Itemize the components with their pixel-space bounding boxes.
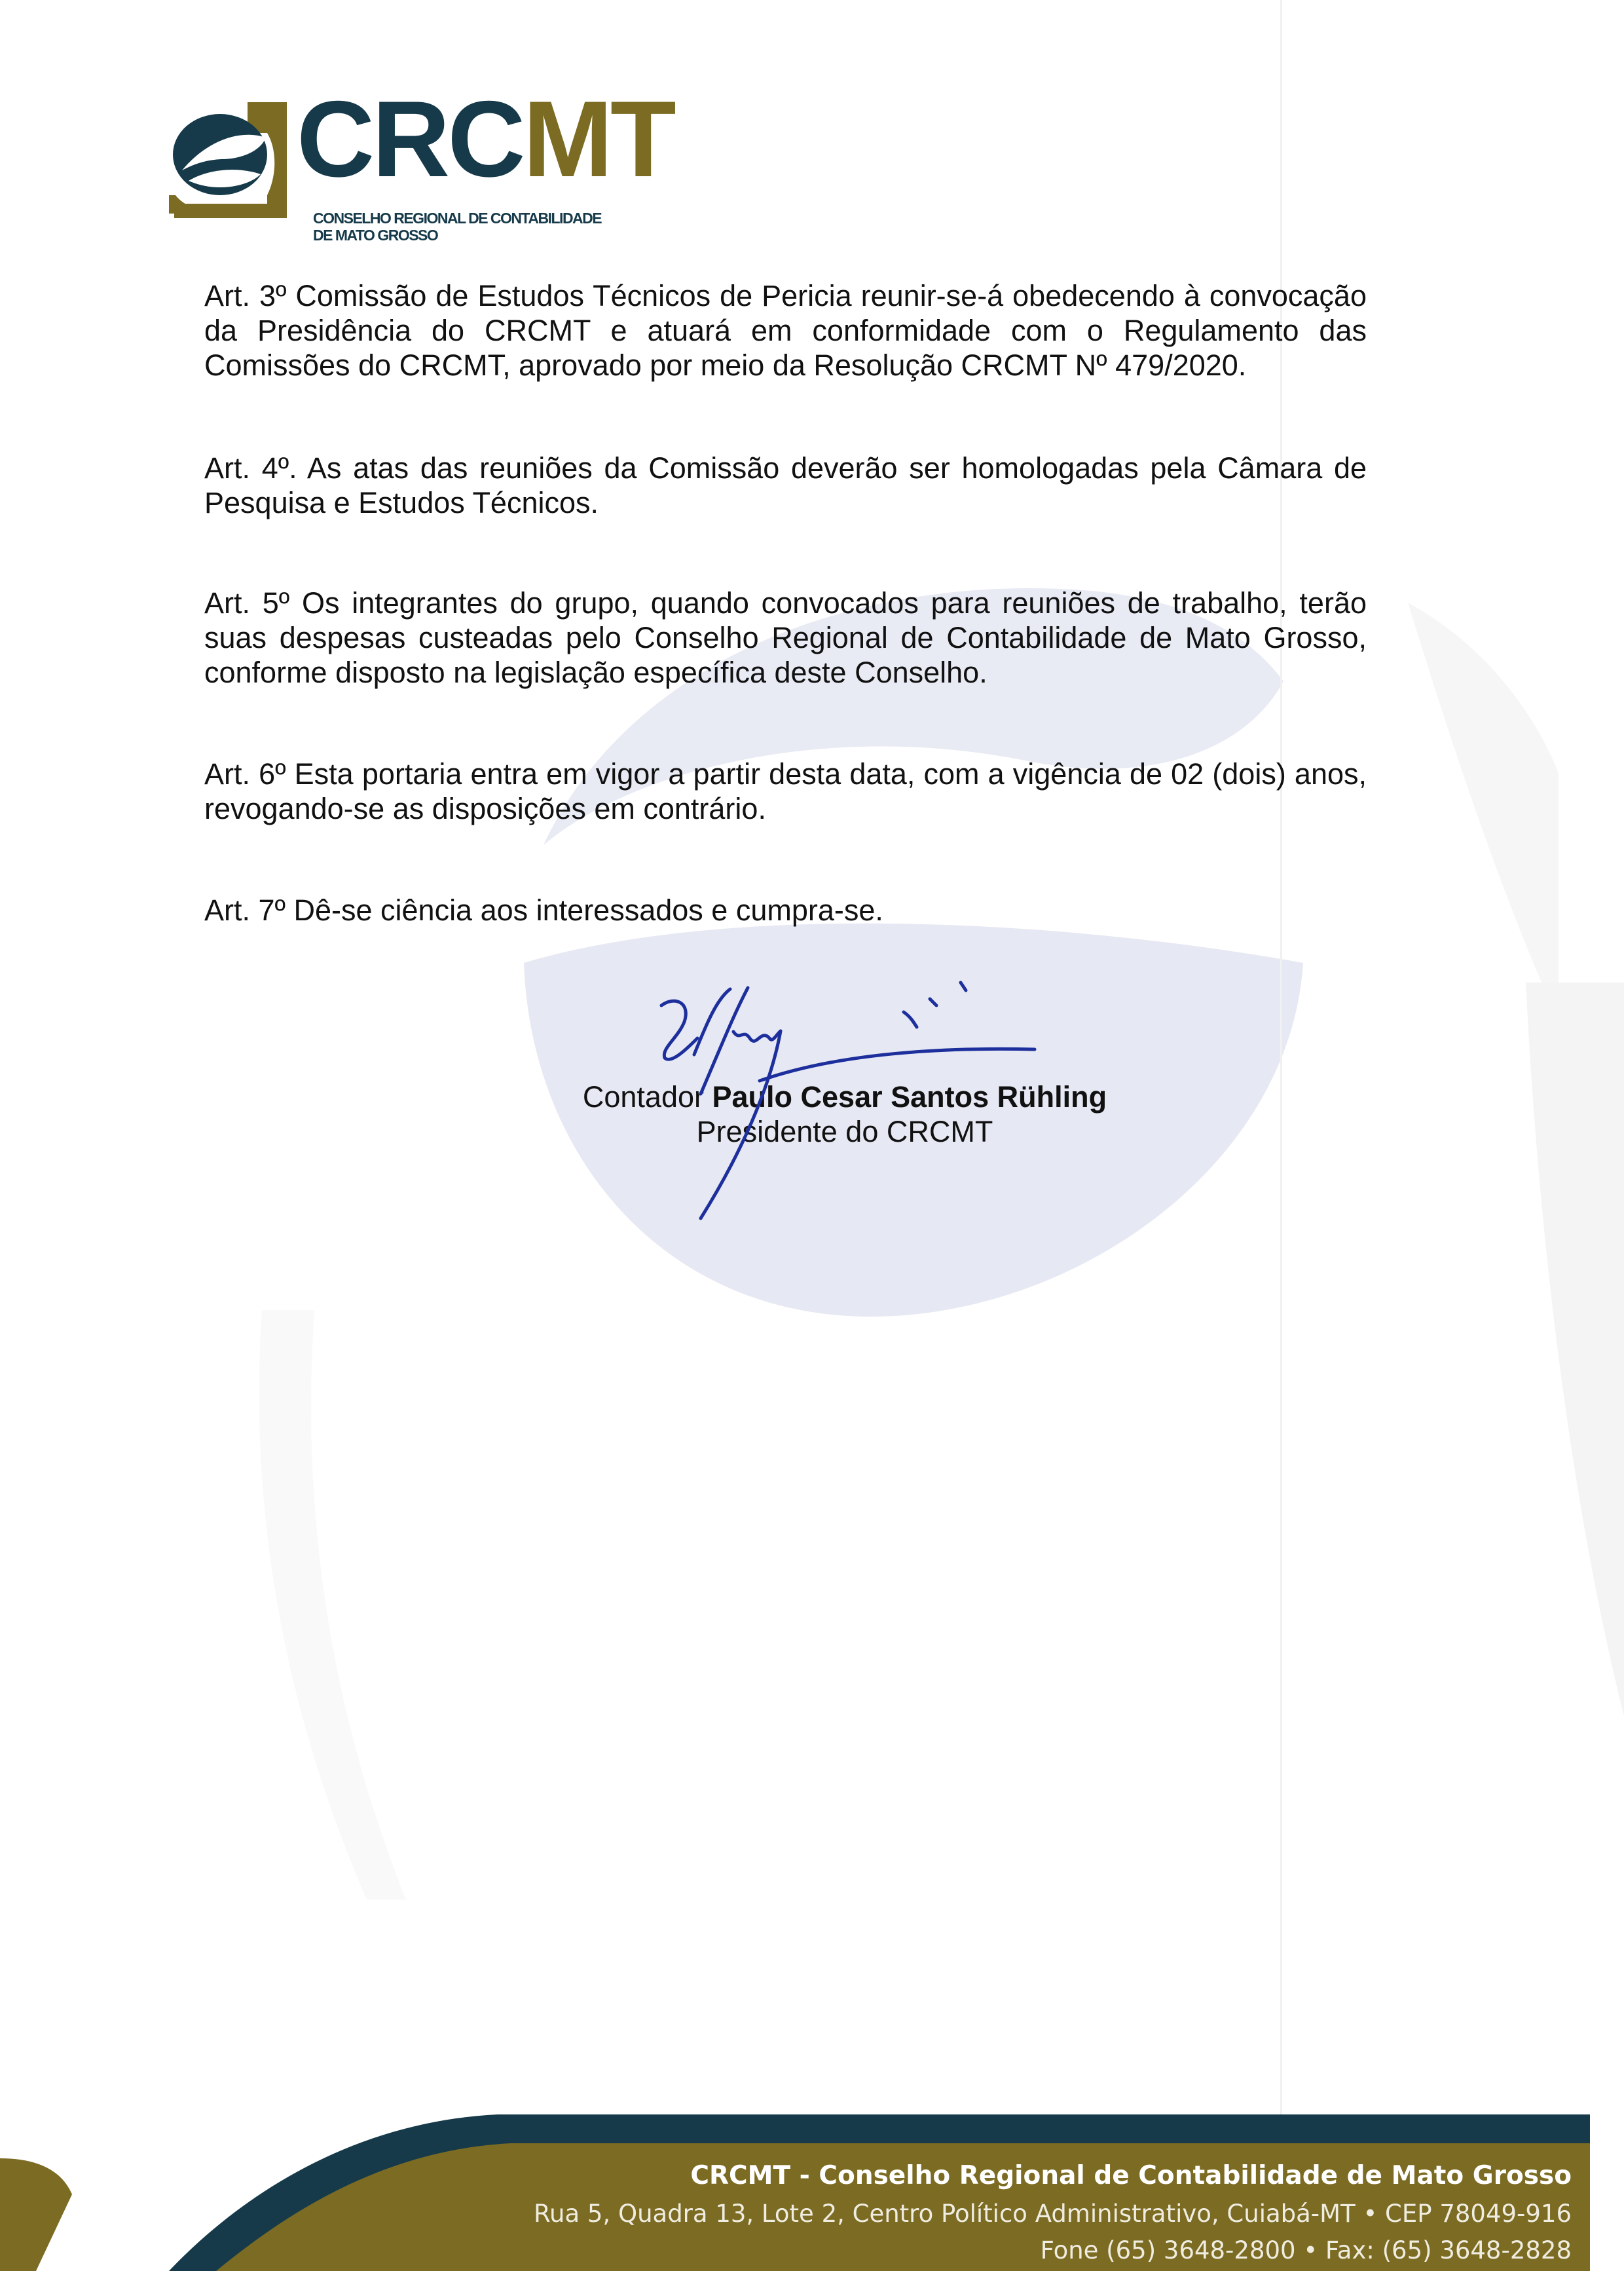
signature-role: Presidente do CRCMT	[696, 1115, 993, 1148]
gear-logo-icon	[169, 97, 287, 221]
page-footer	[0, 2096, 1624, 2271]
logo-wordmark	[297, 79, 674, 199]
signature-title-prefix: Contador	[582, 1080, 704, 1114]
footer-phone: Fone (65) 3648-2800 • Fax: (65) 3648-2828	[1040, 2236, 1572, 2264]
logo-subtitle	[313, 210, 601, 244]
article-4: Art. 4º. As atas das reuniões da Comissão deverão ser homologadas pela Câmara de Pesquisa e Estudos Técnicos.	[204, 451, 1367, 519]
signature-name: Paulo Cesar Santos Rühling	[712, 1080, 1107, 1114]
article-3: Art. 3º Comissão de Estudos Técnicos de Pericia reunir-se-á obedecendo à convocação da Presidência do CRCMT e atuará em conformidade com o Regulamento das Comissões do CRCMT, aprovado por meio da Resolução CRCMT Nº 479/2020.	[204, 279, 1367, 382]
crcmt-logo	[169, 79, 674, 261]
footer-org-name: CRCMT - Conselho Regional de Contabilidade de Mato Grosso	[690, 2161, 1572, 2190]
logo-crc-text: CRC	[297, 79, 523, 199]
logo-mt-text: MT	[523, 79, 674, 199]
article-5: Art. 5º Os integrantes do grupo, quando convocados para reuniões de trabalho, terão suas despesas custeadas pelo Conselho Regional de Contabilidade de Mato Grosso, conforme disposto na legislação específica deste Conselho.	[204, 586, 1367, 689]
footer-address: Rua 5, Quadra 13, Lote 2, Centro Político Administrativo, Cuiabá-MT • CEP 78049-916	[533, 2200, 1572, 2228]
logo-subtitle-line2: DE MATO GROSSO	[313, 227, 438, 244]
article-6: Art. 6º Esta portaria entra em vigor a partir desta data, com a vigência de 02 (dois) anos, revogando-se as disposições em contrário.	[204, 757, 1367, 825]
document-body	[204, 278, 1367, 928]
article-7: Art. 7º Dê-se ciência aos interessados e cumpra-se.	[204, 893, 883, 927]
footer-text	[534, 2156, 1572, 2269]
logo-subtitle-line1: CONSELHO REGIONAL DE CONTABILIDADE	[313, 210, 602, 227]
handwritten-signature	[609, 976, 1067, 1225]
